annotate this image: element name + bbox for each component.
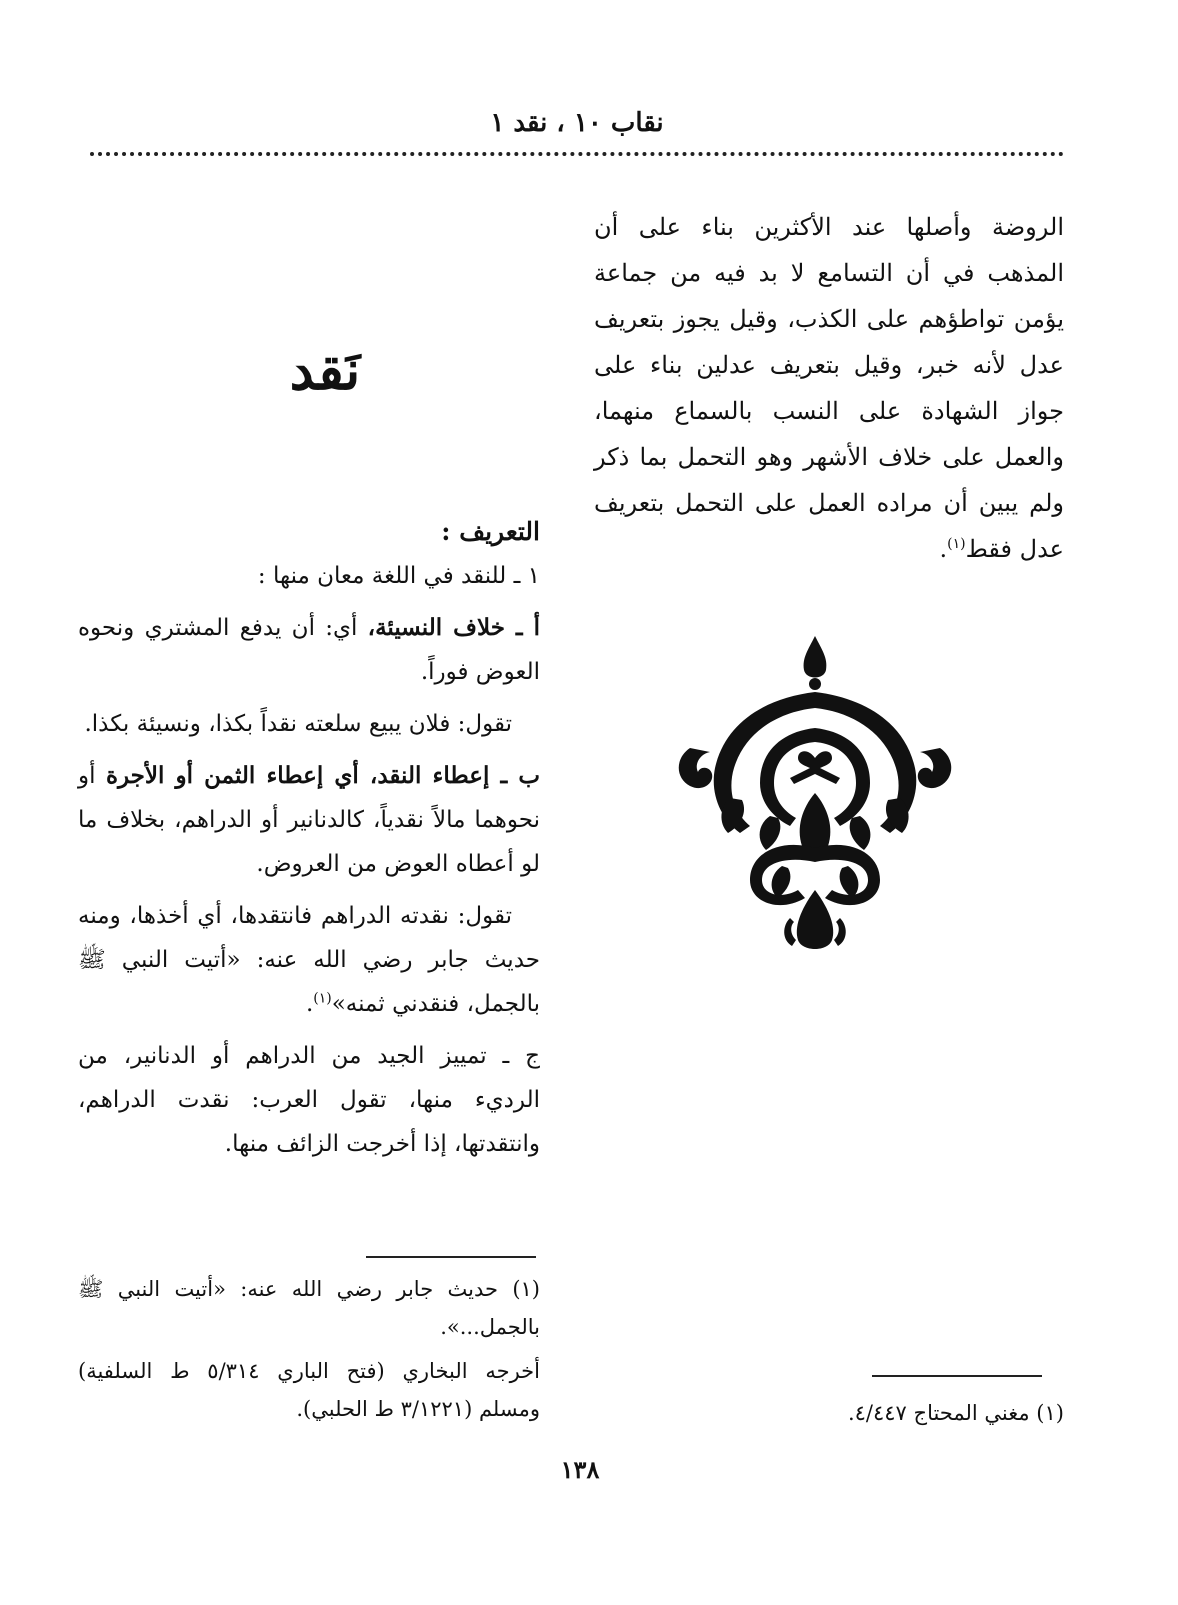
footnote-1-right: (١) مغني المحتاج ٤/٤٤٧. (847, 1401, 1064, 1425)
continuation-paragraph (594, 204, 1064, 572)
footnote-1-left-source: أخرجه البخاري (فتح الباري ٥/٣١٤ ط السلفية) ومسلم (٣/١٢٢١ ط الحلبي). (78, 1359, 540, 1421)
header-divider (90, 152, 1064, 156)
footnote-divider-right (872, 1375, 1042, 1377)
item-b-example (78, 894, 540, 1026)
item-1: ١ ـ للنقد في اللغة معان منها : (257, 563, 540, 589)
definition-heading: التعريف : (441, 517, 540, 546)
item-b-text: أو نحوهما مالاً نقدياً، كالدنانير أو الدراهم، بخلاف ما لو أعطاه العوض من العروض. (78, 763, 540, 877)
left-column (78, 510, 540, 1174)
running-header: نقاب ١٠ ، نقد ١ (490, 108, 664, 138)
paragraph-text: الروضة وأصلها عند الأكثرين بناء على أن المذهب في أن التسامع لا بد فيه من جماعة يؤمن تواطؤهم على الكذب، وقيل يجوز بتعريف عدل لأنه خبر، وقيل بتعريف عدلين بناء على جواز الشهادة على النسب بالسماع منهما، والعمل على خلاف الأشهر وهو التحمل بما ذكر ولم يبين أن مراده العمل على التحمل بتعريف عدل فقط (594, 213, 1064, 563)
item-c: ج ـ تمييز الجيد من الدراهم أو الدنانير، من الرديء منها، تقول العرب: نقدت الدراهم، وانتقدتها، إذا أخرجت الزائف منها. (78, 1043, 540, 1157)
item-a-text: أي: أن يدفع المشتري ونحوه العوض فوراً. (78, 615, 540, 685)
ornament-icon (670, 628, 960, 958)
item-a (78, 606, 540, 694)
item-b-example-end: . (305, 991, 314, 1017)
item-b-term: ب ـ إعطاء النقد، أي إعطاء الثمن أو الأجرة (105, 762, 540, 789)
item-a-example: تقول: فلان يبيع سلعته نقداً بكذا، ونسيئة بكذا. (84, 711, 512, 737)
footnotes-right (594, 1394, 1064, 1432)
item-a-term: أ ـ خلاف النسيئة، (367, 614, 540, 641)
footnotes-left (78, 1270, 540, 1434)
footnote-divider-left (366, 1256, 536, 1258)
page-number: ١٣٨ (560, 1455, 600, 1484)
footnote-marker: (١) (313, 990, 332, 1007)
item-b (78, 754, 540, 886)
footnote-marker: (١) (947, 536, 966, 552)
footnote-1-left: (١) حديث جابر رضي الله عنه: «أتيت النبي ﷺ بالجمل...». (78, 1277, 540, 1339)
entry-title: نَقد (289, 338, 361, 402)
right-column (594, 204, 1064, 572)
item-b-example-text: تقول: نقدته الدراهم فانتقدها، أي أخذها، ومنه حديث جابر رضي الله عنه: «أتيت النبي ﷺ بالجمل، فنقدني ثمنه» (78, 903, 540, 1017)
paragraph-end: . (939, 535, 948, 563)
